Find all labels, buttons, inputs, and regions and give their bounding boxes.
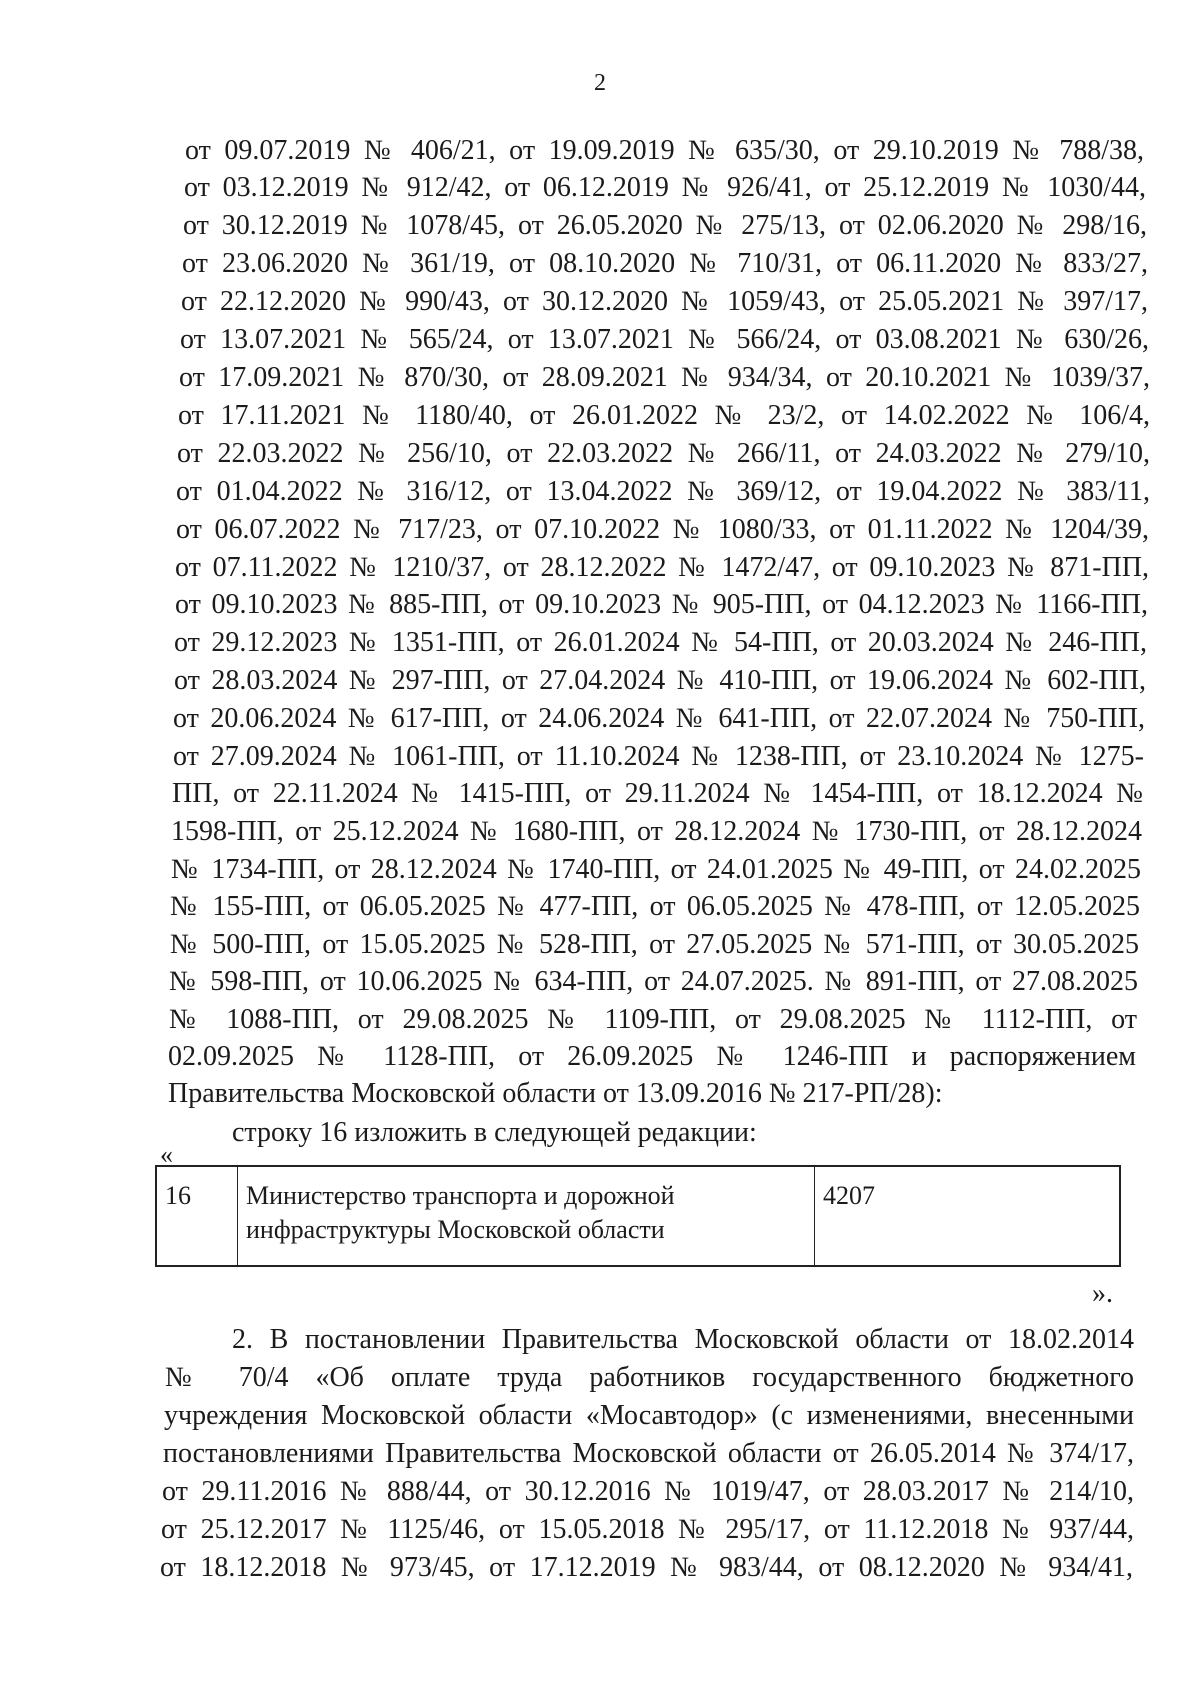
amendment-list-line: от 28.03.2024 № 297-ПП, от 27.04.2024 № 410-ПП, от 19.06.2024 № 602-ПП, xyxy=(174,665,1146,696)
close-quote: ». xyxy=(1092,1278,1113,1309)
amendment-list-line: № 155-ПП, от 06.05.2025 № 477-ПП, от 06.05.2025 № 478-ПП, от 12.05.2025 xyxy=(170,891,1140,922)
open-quote: « xyxy=(160,1140,173,1169)
amendment-list-line: ПП, от 22.11.2024 № 1415-ПП, от 29.11.2024 № 1454-ПП, от 18.12.2024 № xyxy=(172,778,1143,809)
amendment-list-line: № 500-ПП, от 15.05.2025 № 528-ПП, от 27.05.2025 № 571-ПП, от 30.05.2025 xyxy=(170,929,1139,960)
amendment-list-line: от 01.04.2022 № 316/12, от 13.04.2022 № 369/12, от 19.04.2022 № 383/11, xyxy=(176,476,1150,507)
amendment-list-line: от 20.06.2024 № 617-ПП, от 24.06.2024 № 641-ПП, от 22.07.2024 № 750-ПП, xyxy=(173,703,1145,734)
section-2-line: от 25.12.2017 № 1125/46, от 15.05.2018 № 295/17, от 11.12.2018 № 937/44, xyxy=(161,1514,1134,1545)
amendment-list-line: от 29.12.2023 № 1351-ПП, от 26.01.2024 № 54-ПП, от 20.03.2024 № 246-ПП, xyxy=(174,627,1147,658)
amendment-list-line: от 30.12.2019 № 1078/45, от 26.05.2020 № 275/13, от 02.06.2020 № 298/16, xyxy=(183,210,1147,241)
amendment-list-line: от 03.12.2019 № 912/42, от 06.12.2019 № 926/41, от 25.12.2019 № 1030/44, xyxy=(184,172,1146,203)
amendment-list-line: от 07.11.2022 № 1210/37, от 28.12.2022 № 1472/47, от 09.10.2023 № 871-ПП, xyxy=(175,552,1149,583)
section-2-line: постановлениями Правительства Московской области от 26.05.2014 № 374/17, xyxy=(163,1438,1134,1469)
ministry-code: 4207 xyxy=(815,1166,1121,1266)
amendment-list-line: № 1734-ПП, от 28.12.2024 № 1740-ПП, от 24.01.2025 № 49-ПП, от 24.02.2025 xyxy=(171,854,1141,885)
amendment-list-line: 1598-ПП, от 25.12.2024 № 1680-ПП, от 28.12.2024 № 1730-ПП, от 28.12.2024 xyxy=(171,816,1142,847)
section-2-line: 2. В постановлении Правительства Московской области от 18.02.2014 xyxy=(232,1324,1134,1355)
amendment-list-line: Правительства Московской области от 13.09.2016 № 217-РП/28): xyxy=(168,1078,943,1109)
amendment-list-line: № 598-ПП, от 10.06.2025 № 634-ПП, от 24.07.2025. № 891-ПП, от 27.08.2025 xyxy=(169,966,1138,997)
amendment-list-line: № 1088-ПП, от 29.08.2025 № 1109-ПП, от 29.08.2025 № 1112-ПП, от xyxy=(169,1004,1137,1035)
page-number: 2 xyxy=(594,70,606,96)
table-row xyxy=(155,1165,1121,1267)
amendment-list-line: от 06.07.2022 № 717/23, от 07.10.2022 № 1080/33, от 01.11.2022 № 1204/39, xyxy=(176,514,1149,545)
amendment-list-line: 02.09.2025 № 1128-ПП, от 26.09.2025 № 1246-ПП и распоряжением xyxy=(168,1041,1136,1072)
section-2-line: № 70/4 «Об оплате труда работников государственного бюджетного xyxy=(165,1362,1134,1393)
section-2-line: от 18.12.2018 № 973/45, от 17.12.2019 № 983/44, от 08.12.2020 № 934/41, xyxy=(160,1552,1133,1583)
amendment-list-line: от 23.06.2020 № 361/19, от 08.10.2020 № 710/31, от 06.11.2020 № 833/27, xyxy=(182,248,1148,279)
section-2-line: учреждения Московской области «Мосавтодор» (с изменениями, внесенными xyxy=(164,1400,1134,1431)
ministry-name: Министерство транспорта и дорожной инфраструктуры Московской области xyxy=(238,1166,815,1266)
amendment-list-line: от 27.09.2024 № 1061-ПП, от 11.10.2024 № 1238-ПП, от 23.10.2024 № 1275- xyxy=(173,741,1144,772)
amendment-list-line: от 17.11.2021 № 1180/40, от 26.01.2022 № 23/2, от 14.02.2022 № 106/4, xyxy=(178,400,1150,431)
row-number: 16 xyxy=(156,1166,238,1266)
section-2-line: от 29.11.2016 № 888/44, от 30.12.2016 № 1019/47, от 28.03.2017 № 214/10, xyxy=(162,1476,1134,1507)
amendment-list-line: от 22.12.2020 № 990/43, от 30.12.2020 № 1059/43, от 25.05.2021 № 397/17, xyxy=(181,286,1148,317)
amendment-list-line: от 22.03.2022 № 256/10, от 22.03.2022 № 266/11, от 24.03.2022 № 279/10, xyxy=(177,438,1150,469)
amendment-list-line: от 09.07.2019 № 406/21, от 19.09.2019 № 635/30, от 29.10.2019 № 788/38, xyxy=(185,135,1144,166)
amendment-list-line: от 17.09.2021 № 870/30, от 28.09.2021 № 934/34, от 20.10.2021 № 1039/37, xyxy=(179,362,1150,393)
amendment-list-line: от 13.07.2021 № 565/24, от 13.07.2021 № 566/24, от 03.08.2021 № 630/26, xyxy=(180,324,1149,355)
instruction-text: строку 16 изложить в следующей редакции: xyxy=(232,1117,757,1148)
amendment-list-line: от 09.10.2023 № 885-ПП, от 09.10.2023 № 905-ПП, от 04.12.2023 № 1166-ПП, xyxy=(175,589,1148,620)
